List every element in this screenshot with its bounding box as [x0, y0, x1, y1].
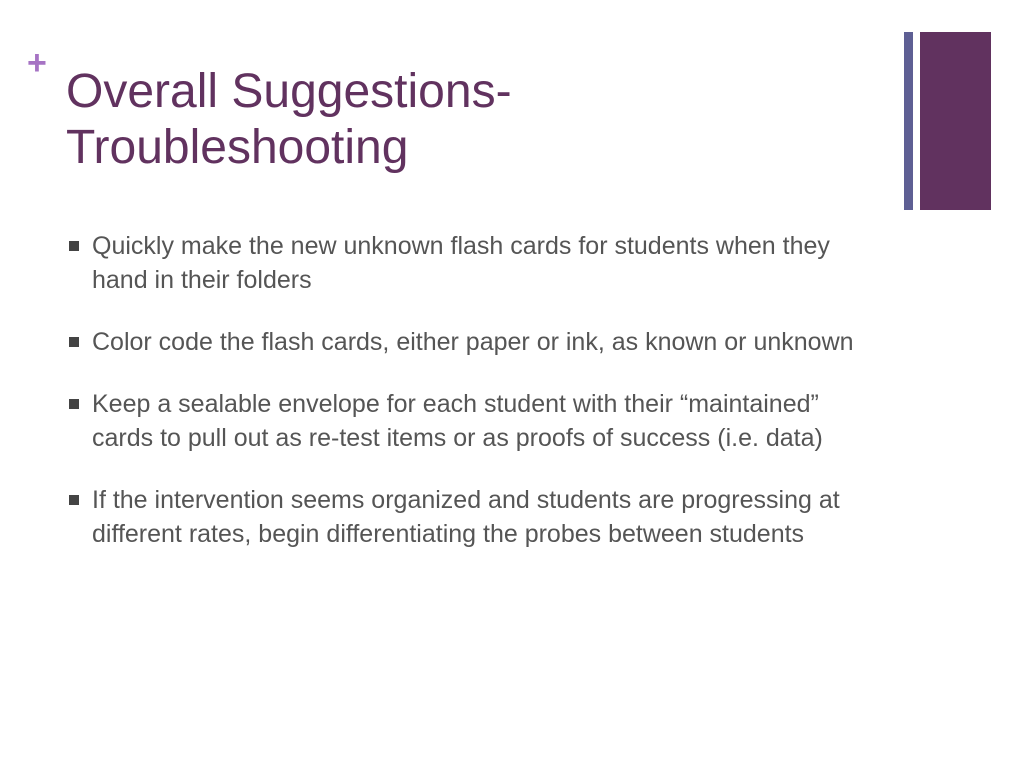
- square-bullet-icon: [69, 241, 79, 251]
- bullet-item-3: [66, 387, 886, 455]
- plus-icon: +: [27, 44, 47, 82]
- decorative-bar-thin: [904, 32, 913, 210]
- bullet-list: [66, 229, 886, 579]
- slide-title: [66, 64, 766, 176]
- square-bullet-icon: [69, 337, 79, 347]
- bullet-text-3: Keep a sealable envelope for each student with their “maintained” cards to pull out as re-test items or as proofs of success (i.e. data): [92, 390, 823, 452]
- bullet-text-4: If the intervention seems organized and students are progressing at different rates, begin differentiating the probes between students: [92, 486, 840, 548]
- bullet-item-1: [66, 229, 886, 297]
- bullet-text-1: Quickly make the new unknown flash cards for students when they hand in their folders: [92, 232, 830, 294]
- bullet-item-4: [66, 483, 886, 551]
- title-line-2: Troubleshooting: [66, 121, 409, 174]
- decorative-bar-wide: [920, 32, 991, 210]
- square-bullet-icon: [69, 399, 79, 409]
- bullet-text-2: Color code the flash cards, either paper or ink, as known or unknown: [92, 328, 854, 356]
- bullet-item-2: [66, 325, 886, 359]
- square-bullet-icon: [69, 495, 79, 505]
- title-line-1: Overall Suggestions-: [66, 65, 512, 118]
